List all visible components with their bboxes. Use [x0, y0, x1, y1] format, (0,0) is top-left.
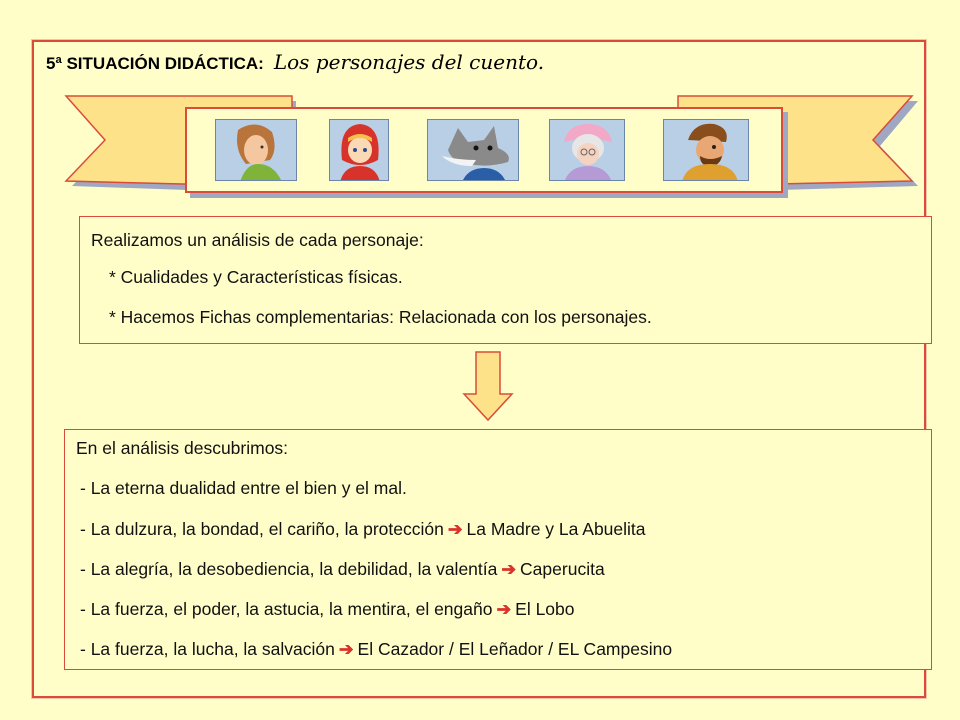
discoveries-heading: En el análisis descubrimos: — [76, 438, 289, 458]
discovery-text: - La eterna dualidad entre el bien y el mal. — [80, 478, 407, 498]
portrait-grandmother — [549, 119, 625, 181]
analysis-heading: Realizamos un análisis de cada personaje: — [91, 230, 424, 250]
arrow-right-icon: ➔ — [501, 559, 517, 579]
discovery-target: Caperucita — [520, 559, 605, 579]
title-subtitle: Los personajes del cuento. — [273, 50, 545, 74]
portrait-mother — [215, 119, 297, 181]
portrait-caperucita — [329, 119, 389, 181]
portrait-wolf — [427, 119, 519, 181]
red-riding-hood-icon — [330, 120, 389, 181]
analysis-box — [79, 216, 932, 344]
discoveries-box — [64, 429, 932, 670]
discovery-text: - La fuerza, la lucha, la salvación — [80, 639, 335, 659]
discovery-item — [80, 478, 407, 499]
arrow-right-icon: ➔ — [447, 519, 463, 539]
mother-icon — [216, 120, 297, 181]
discovery-item — [80, 519, 646, 540]
discovery-text: - La dulzura, la bondad, el cariño, la protección — [80, 519, 444, 539]
wolf-icon — [428, 120, 519, 181]
discovery-text: - La alegría, la desobediencia, la debilidad, la valentía — [80, 559, 498, 579]
discovery-item — [80, 639, 672, 660]
discovery-item — [80, 559, 605, 580]
analysis-item: * Hacemos Fichas complementarias: Relacionada con los personajes. — [109, 307, 652, 327]
discovery-target: El Lobo — [515, 599, 575, 619]
discovery-target: La Madre y La Abuelita — [466, 519, 646, 539]
analysis-item: * Cualidades y Características físicas. — [109, 267, 403, 287]
hunter-icon — [664, 120, 749, 181]
portraits-strip — [185, 107, 783, 193]
portrait-hunter — [663, 119, 749, 181]
arrow-right-icon: ➔ — [496, 599, 512, 619]
arrow-right-icon: ➔ — [338, 639, 354, 659]
discovery-item — [80, 599, 575, 620]
discovery-text: - La fuerza, el poder, la astucia, la mentira, el engaño — [80, 599, 493, 619]
title-prefix: 5ª SITUACIÓN DIDÁCTICA: — [46, 54, 264, 73]
discovery-target: El Cazador / El Leñador / EL Campesino — [357, 639, 673, 659]
grandmother-icon — [550, 120, 625, 181]
down-arrow-icon — [460, 350, 516, 424]
